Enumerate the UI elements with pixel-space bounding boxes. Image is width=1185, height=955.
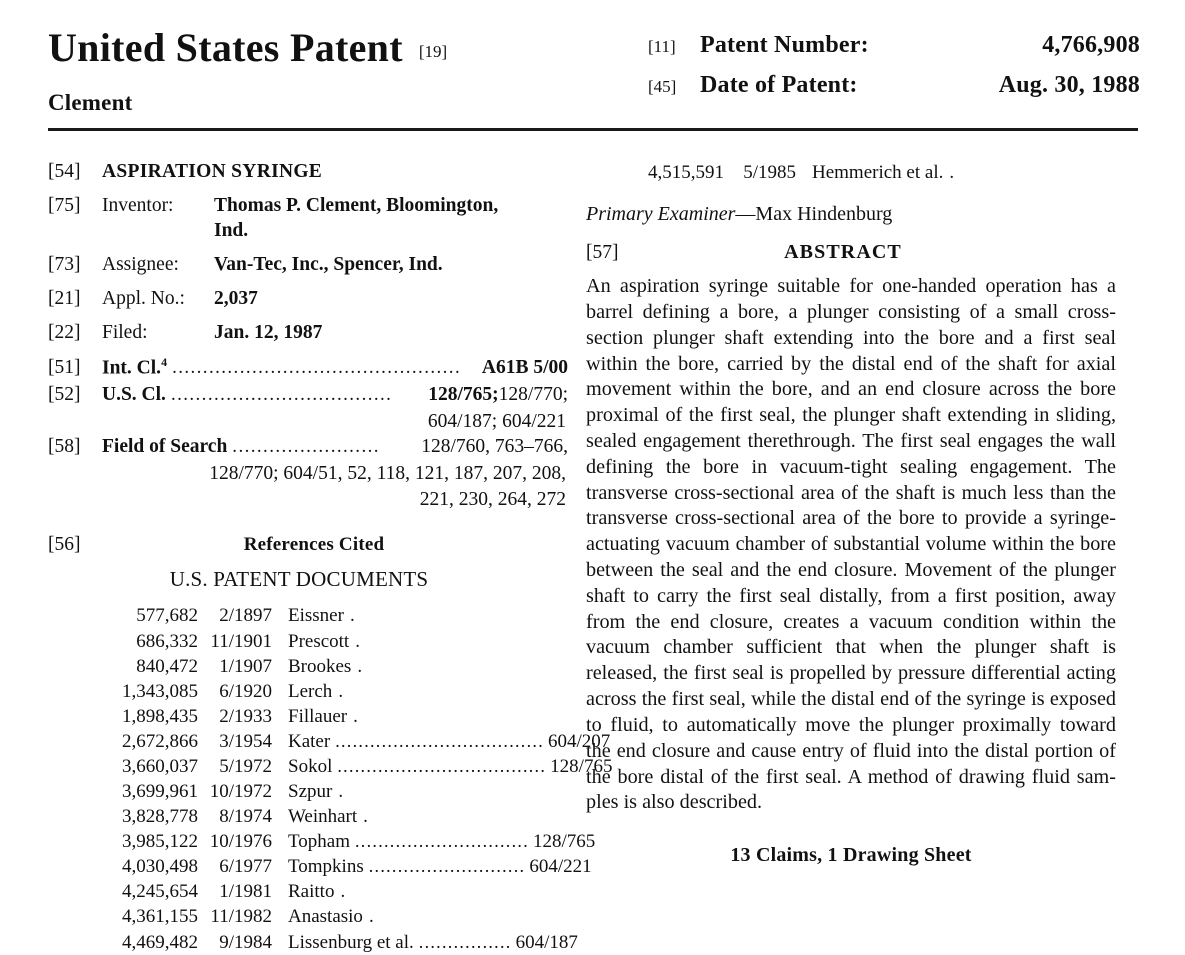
reference-name-wrap bbox=[276, 904, 562, 929]
reference-name-wrap bbox=[276, 679, 562, 704]
reference-number: 3,985,122 bbox=[122, 831, 198, 853]
reference-name: Kater bbox=[288, 730, 331, 752]
field-of-search-leader-dots: ........................ bbox=[232, 436, 380, 458]
field-of-search-body bbox=[102, 434, 568, 460]
field-of-search-continuation-1: 128/770; 604/51, 52, 118, 121, 187, 207, 208, bbox=[209, 463, 566, 485]
reference-date: 6/1977 bbox=[219, 856, 272, 878]
reference-leader-dots: .................................... bbox=[335, 730, 545, 751]
us-cl-leader-dots: .................................... bbox=[170, 383, 393, 405]
reference-number: 4,030,498 bbox=[122, 856, 198, 878]
reference-name-wrap bbox=[276, 854, 592, 879]
reference-date: 1/1981 bbox=[219, 881, 272, 903]
reference-name-wrap bbox=[276, 629, 562, 654]
int-cl-body bbox=[102, 355, 568, 381]
reference-name-wrap bbox=[276, 879, 562, 904]
inventor-value bbox=[214, 194, 568, 244]
int-cl-label: Int. Cl.$^4$ bbox=[102, 354, 168, 379]
reference-classification: 128/765 bbox=[533, 831, 596, 853]
int-cl-value: A61B 5/00 bbox=[481, 357, 568, 379]
left-column bbox=[48, 160, 613, 955]
reference-row bbox=[100, 629, 562, 654]
reference-name: Eissner bbox=[288, 605, 344, 627]
field-of-search-code: [58] bbox=[48, 436, 81, 458]
reference-name: Anastasio bbox=[288, 906, 363, 928]
invention-title-row bbox=[48, 160, 568, 185]
reference-number: 3,660,037 bbox=[122, 755, 198, 777]
reference-period: . bbox=[338, 781, 344, 803]
us-cl-body bbox=[102, 382, 568, 408]
reference-name: Prescott bbox=[288, 630, 350, 652]
reference-date: 2/1933 bbox=[219, 705, 272, 727]
reference-name-wrap bbox=[276, 654, 562, 679]
us-cl-code: [52] bbox=[48, 383, 81, 405]
reference-row bbox=[100, 930, 578, 955]
kind-code-19: [19] bbox=[418, 42, 448, 61]
reference-date: 11/1982 bbox=[210, 906, 272, 928]
reference-name: Raitto bbox=[288, 881, 335, 903]
primary-examiner-name: Max Hindenburg bbox=[755, 203, 893, 226]
date-of-patent-code: [45] bbox=[648, 77, 677, 96]
patent-number-row bbox=[648, 32, 1140, 59]
reference-name-wrap bbox=[276, 930, 578, 955]
us-cl-continuation-1: 604/187; 604/221 bbox=[427, 410, 566, 432]
reference-continued-period: . bbox=[949, 162, 955, 183]
reference-row bbox=[100, 829, 596, 854]
reference-date: 9/1984 bbox=[219, 931, 272, 953]
patent-office-title: United States Patent bbox=[48, 25, 403, 70]
reference-row bbox=[100, 779, 562, 804]
reference-period: . bbox=[349, 605, 355, 627]
reference-period: . bbox=[340, 881, 346, 903]
reference-name-wrap bbox=[276, 829, 596, 854]
reference-date: 1/1907 bbox=[219, 655, 272, 677]
inventor-code: [75] bbox=[48, 194, 81, 216]
references-cited-heading: References Cited bbox=[243, 534, 385, 556]
reference-date: 2/1897 bbox=[219, 605, 272, 627]
reference-row bbox=[100, 679, 562, 704]
field-of-search-row bbox=[48, 434, 568, 460]
inventor-value-line1: Thomas P. Clement, Bloomington, bbox=[214, 194, 499, 216]
assignee-label: Assignee: bbox=[102, 253, 179, 275]
right-column bbox=[586, 160, 1116, 867]
primary-examiner-dash: — bbox=[735, 203, 756, 226]
appl-no-code: [21] bbox=[48, 287, 81, 309]
reference-leader-dots: ................ bbox=[418, 931, 512, 952]
reference-name-wrap bbox=[276, 704, 562, 729]
date-of-patent-row bbox=[648, 72, 1140, 99]
reference-classification: 604/207 bbox=[548, 730, 611, 752]
us-cl-value: 128/765; bbox=[428, 383, 499, 405]
appl-no-row bbox=[48, 287, 568, 312]
us-patent-documents-list bbox=[48, 603, 613, 954]
reference-period: . bbox=[355, 630, 360, 652]
assignee-value: Van-Tec, Inc., Spencer, Ind. bbox=[214, 253, 443, 275]
primary-examiner-label: Primary Examiner bbox=[586, 203, 736, 226]
reference-leader-dots: ........................... bbox=[368, 856, 526, 877]
reference-row bbox=[100, 754, 613, 779]
inventor-row bbox=[48, 194, 568, 244]
reference-name: Topham bbox=[288, 831, 350, 853]
abstract-header-row bbox=[586, 241, 1116, 264]
claims-and-drawings-line: 13 Claims, 1 Drawing Sheet bbox=[730, 844, 972, 867]
reference-period: . bbox=[363, 806, 368, 828]
reference-name: Sokol bbox=[288, 755, 333, 777]
reference-number: 1,898,435 bbox=[122, 705, 198, 727]
patent-number-value: 4,766,908 bbox=[1042, 32, 1140, 58]
reference-classification: 604/221 bbox=[529, 856, 592, 878]
reference-period: . bbox=[368, 906, 374, 928]
reference-period: . bbox=[338, 680, 344, 702]
reference-continued-name: Hemmerich et al. bbox=[812, 162, 944, 183]
reference-date: 6/1920 bbox=[219, 680, 272, 702]
reference-row bbox=[100, 804, 562, 829]
abstract-text: An aspiration syringe suitable for one-handed operation has a barrel defining a bore, a plunger consisting of a small cross-section plunger shaft extending into the bore and a first seal within the bore, carried by the distal end of the shaft for axial movement within the bore, and an end closure across the bore proximal of the first seal, the plunger shaft extending in sliding, sealed engagement therethrough. The first seal engages the wall defining the bore in vacuum-tight sealing engagement. The transverse cross-sectional area of the shaft is much less than the transverse cross-sectional area of the bore to provide a syringe-actuating vacuum chamber of substantial volume within the bore between the seal and the end closure. Movement of the plunger shaft to carry the first seal distally, from a first position, away from the end closure, creates a vacuum condition within the vacuum chamber sufficient that when the plunger shaft is released, the first seal is propelled by pressure differential acting across the first seal, while the distal end of the syringe is exposed to fluid, to automatically move the plunger proximally toward the end closure and cause entry of fluid into the distal portion of the bore distal of the first seal. A method of drawing fluid samples is also described. bbox=[586, 275, 1116, 814]
int-cl-edition: 4 bbox=[161, 354, 168, 369]
reference-row bbox=[100, 654, 562, 679]
reference-name: Lissenburg et al. bbox=[288, 931, 414, 953]
reference-number: 1,343,085 bbox=[122, 680, 198, 702]
references-cited-header-row bbox=[48, 534, 568, 556]
reference-row bbox=[100, 603, 562, 628]
appl-no-value: 2,037 bbox=[214, 287, 258, 309]
filed-code: [22] bbox=[48, 321, 81, 343]
patent-number-label: Patent Number: bbox=[700, 32, 869, 58]
int-cl-leader-dots: ............................................... bbox=[172, 357, 462, 379]
date-of-patent-label: Date of Patent: bbox=[700, 72, 858, 98]
patent-header bbox=[48, 25, 1140, 128]
reference-name: Szpur bbox=[288, 781, 333, 803]
invention-title-code: [54] bbox=[48, 161, 81, 182]
reference-number: 3,699,961 bbox=[122, 781, 198, 803]
reference-number: 2,672,866 bbox=[122, 730, 198, 752]
reference-name: Weinhart bbox=[288, 806, 358, 828]
us-cl-value-tail: 128/770; bbox=[498, 383, 568, 405]
reference-number: 840,472 bbox=[136, 655, 198, 677]
reference-number: 577,682 bbox=[136, 605, 198, 627]
us-cl-label: U.S. Cl. bbox=[102, 383, 166, 405]
reference-date: 8/1974 bbox=[219, 806, 272, 828]
reference-date: 11/1901 bbox=[210, 630, 272, 652]
reference-period: . bbox=[357, 655, 363, 677]
patent-number-code: [11] bbox=[648, 37, 676, 56]
reference-leader-dots: .................................... bbox=[337, 755, 547, 776]
reference-row bbox=[100, 854, 592, 879]
reference-name: Brookes bbox=[288, 655, 352, 677]
filed-row bbox=[48, 321, 568, 346]
reference-name: Tompkins bbox=[288, 856, 364, 878]
reference-name-wrap bbox=[276, 754, 613, 779]
us-cl-row bbox=[48, 382, 568, 408]
reference-name-wrap bbox=[276, 729, 611, 754]
patent-office-title-line bbox=[48, 25, 568, 70]
reference-number: 686,332 bbox=[136, 630, 198, 652]
reference-continued-date: 5/1985 bbox=[743, 162, 796, 183]
references-cited-code: [56] bbox=[48, 534, 81, 556]
appl-no-label: Appl. No.: bbox=[102, 287, 185, 309]
reference-row bbox=[100, 729, 611, 754]
inventor-label: Inventor: bbox=[102, 194, 174, 216]
reference-date: 10/1976 bbox=[209, 831, 272, 853]
date-of-patent-value: Aug. 30, 1988 bbox=[998, 72, 1140, 98]
reference-name-wrap bbox=[276, 804, 562, 829]
patent-header-left bbox=[48, 25, 568, 116]
reference-period: . bbox=[353, 705, 358, 727]
reference-date: 3/1954 bbox=[219, 730, 272, 752]
reference-number: 4,245,654 bbox=[122, 881, 198, 903]
reference-name: Fillauer bbox=[288, 705, 348, 727]
inventor-value-line2: Ind. bbox=[214, 219, 249, 241]
reference-name-wrap bbox=[276, 779, 562, 804]
field-of-search-continuation-2: 221, 230, 264, 272 bbox=[419, 488, 566, 510]
reference-number: 4,469,482 bbox=[122, 931, 198, 953]
reference-row bbox=[100, 904, 562, 929]
reference-date: 5/1972 bbox=[219, 755, 272, 777]
int-cl-row bbox=[48, 355, 568, 381]
reference-number: 3,828,778 bbox=[122, 806, 198, 828]
reference-name-wrap bbox=[276, 603, 562, 628]
field-of-search-label: Field of Search bbox=[102, 436, 228, 458]
reference-continued-number: 4,515,591 bbox=[648, 162, 724, 183]
reference-row bbox=[100, 704, 562, 729]
reference-continued-row bbox=[586, 160, 1116, 185]
reference-continued-name-wrap bbox=[800, 160, 1116, 185]
inventor-surname: Clement bbox=[48, 90, 133, 115]
patent-header-right bbox=[648, 32, 1140, 112]
abstract-heading: ABSTRACT bbox=[784, 241, 902, 264]
assignee-code: [73] bbox=[48, 253, 81, 275]
reference-classification: 604/187 bbox=[515, 931, 578, 953]
reference-row bbox=[100, 879, 562, 904]
header-divider-rule bbox=[48, 128, 1138, 131]
filed-label: Filed: bbox=[102, 321, 148, 343]
reference-leader-dots: .............................. bbox=[355, 831, 529, 852]
reference-name: Lerch bbox=[288, 680, 333, 702]
reference-number: 4,361,155 bbox=[122, 906, 198, 928]
assignee-row bbox=[48, 253, 568, 278]
us-patent-documents-subheading: U.S. PATENT DOCUMENTS bbox=[169, 567, 429, 592]
filed-value: Jan. 12, 1987 bbox=[214, 321, 323, 343]
int-cl-code: [51] bbox=[48, 357, 81, 379]
reference-date: 10/1972 bbox=[209, 781, 272, 803]
primary-examiner-line bbox=[586, 201, 1116, 227]
invention-title: ASPIRATION SYRINGE bbox=[102, 161, 323, 182]
reference-classification: 128/765 bbox=[550, 755, 613, 777]
field-of-search-value: 128/760, 763–766, bbox=[421, 436, 568, 458]
abstract-code: [57] bbox=[586, 242, 619, 264]
